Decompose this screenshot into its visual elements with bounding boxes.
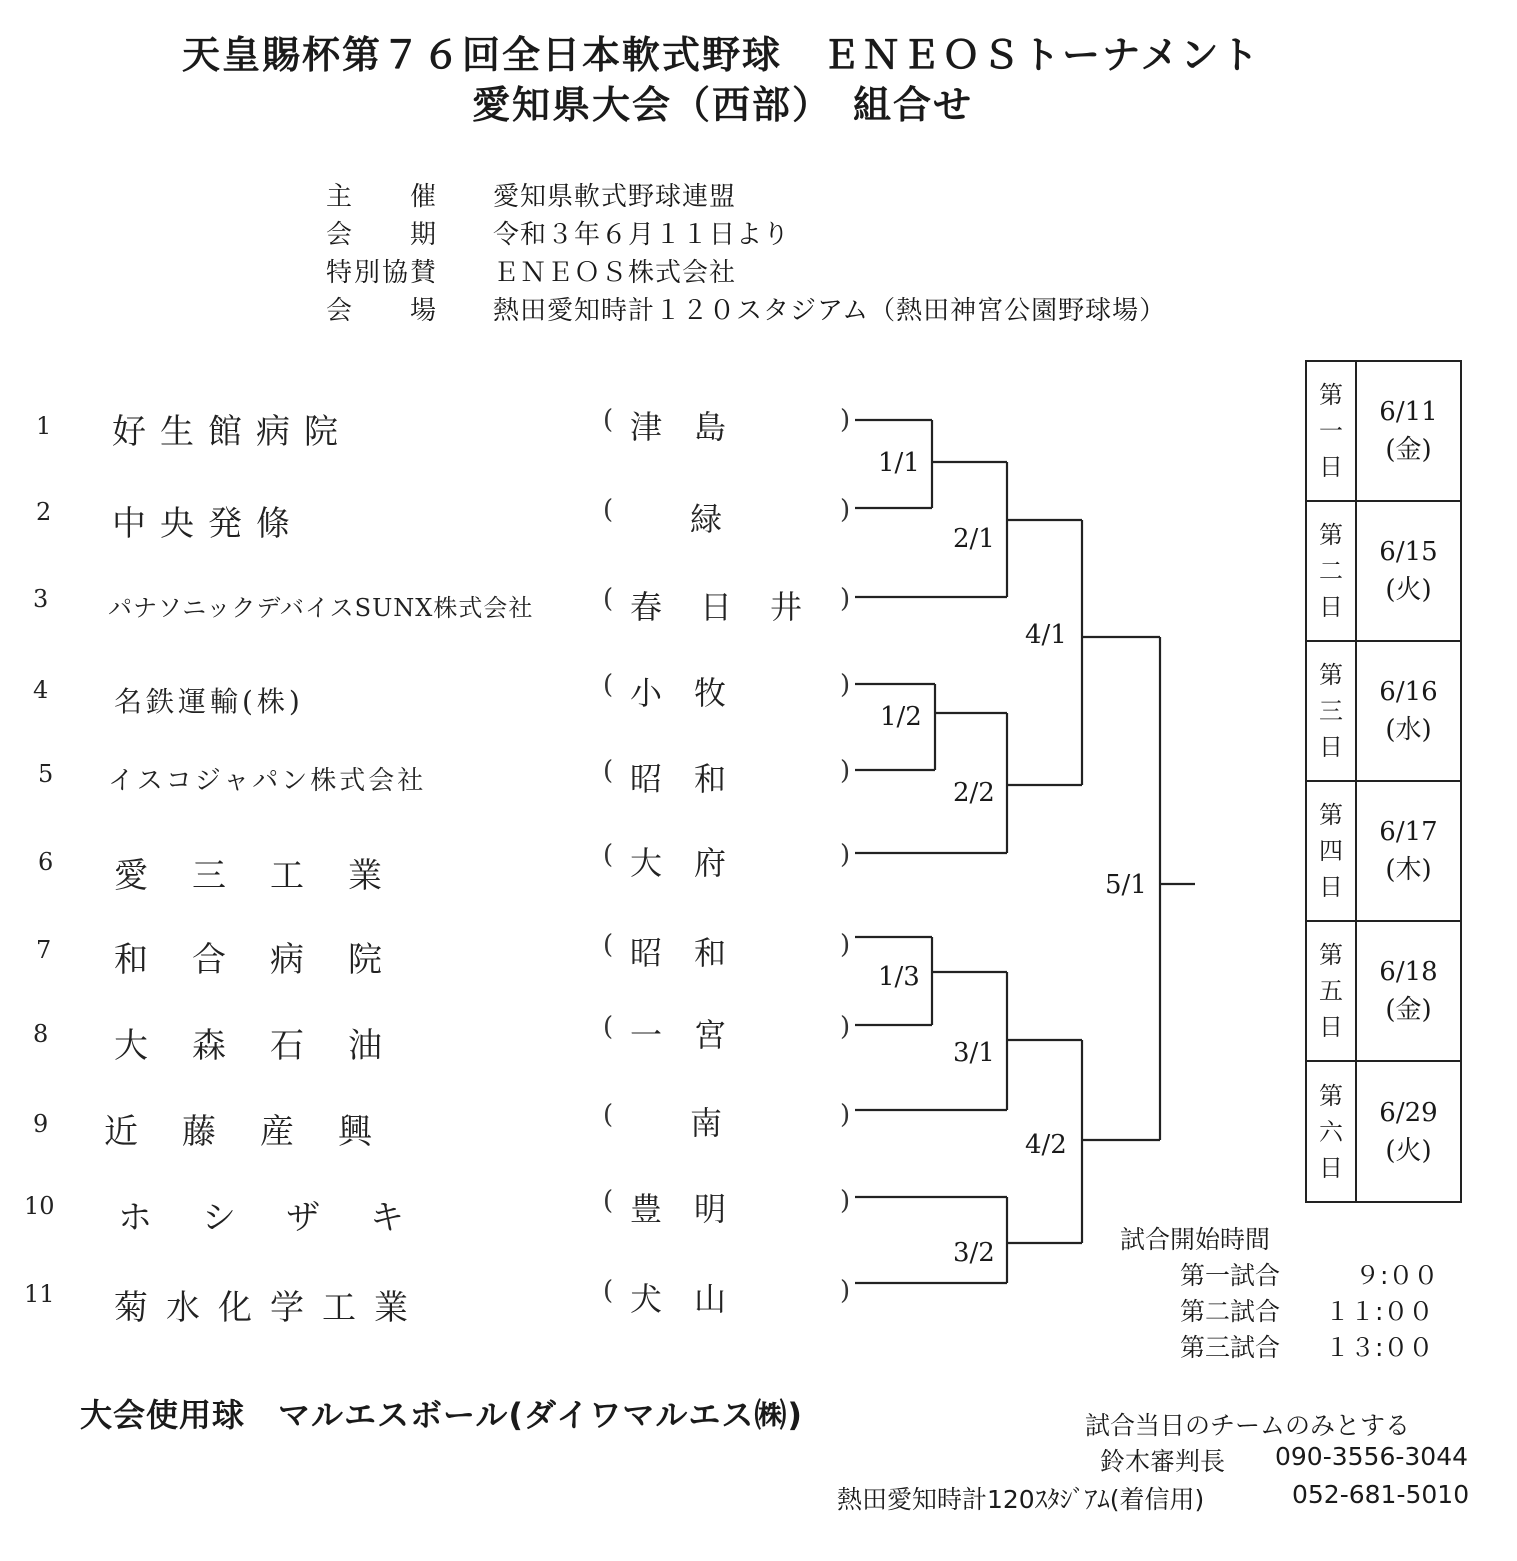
team-number: 1 bbox=[36, 412, 52, 440]
period-value: 令和３年６月１１日より bbox=[493, 220, 791, 250]
page-title-line2: 愛知県大会（西部） 組合せ bbox=[472, 83, 974, 127]
team-number: 9 bbox=[33, 1110, 49, 1138]
schedule-row bbox=[1307, 502, 1460, 642]
paren-open: ( bbox=[603, 405, 614, 435]
schedule-day: 第 四 日 bbox=[1307, 782, 1357, 920]
team-number: 8 bbox=[33, 1020, 49, 1048]
start-time-value: １３:００ bbox=[1325, 1333, 1434, 1362]
period-label: 会 期 bbox=[326, 220, 439, 250]
judge-label: 鈴木審判長 bbox=[1100, 1447, 1226, 1476]
paren-close: ) bbox=[840, 930, 851, 960]
team-region: 緑 bbox=[690, 500, 723, 538]
team-region: 津 島 bbox=[630, 408, 727, 446]
team-name: 名鉄運輸(株) bbox=[114, 685, 304, 718]
start-time-value: １１:００ bbox=[1325, 1297, 1434, 1326]
paren-close: ) bbox=[840, 495, 851, 525]
paren-close: ) bbox=[840, 1012, 851, 1042]
schedule-date: 6/29 (火) bbox=[1379, 1097, 1438, 1166]
start-time-label: 第三試合 bbox=[1180, 1333, 1281, 1362]
team-number: 2 bbox=[36, 498, 52, 526]
team-number: 7 bbox=[36, 936, 52, 964]
game-label: 3/2 bbox=[953, 1238, 995, 1268]
team-number: 3 bbox=[33, 585, 49, 613]
schedule-date: 6/11 (金) bbox=[1379, 397, 1438, 465]
team-number: 4 bbox=[33, 676, 49, 704]
team-number: 5 bbox=[38, 760, 54, 788]
venue-label: 会 場 bbox=[326, 296, 439, 326]
game-label: 5/1 bbox=[1105, 870, 1147, 900]
team-region: 一 宮 bbox=[630, 1016, 727, 1054]
paren-close: ) bbox=[840, 1100, 851, 1130]
schedule-row bbox=[1307, 362, 1460, 502]
game-label: 4/1 bbox=[1025, 620, 1067, 650]
team-region: 春日井 bbox=[630, 588, 841, 626]
schedule-row bbox=[1307, 922, 1460, 1062]
official-ball: 大会使用球 マルエスボール(ダイワマルエス㈱) bbox=[80, 1396, 803, 1434]
schedule-day: 第 二 日 bbox=[1307, 502, 1357, 640]
paren-open: ( bbox=[603, 670, 614, 700]
start-time-label: 第二試合 bbox=[1180, 1297, 1281, 1326]
schedule-date: 6/16 (水) bbox=[1379, 677, 1438, 745]
team-name: 菊水化学工業 bbox=[114, 1288, 426, 1328]
paren-close: ) bbox=[840, 584, 851, 614]
team-name: イスコジャパン株式会社 bbox=[108, 766, 427, 796]
team-name: 好生館病院 bbox=[112, 412, 352, 452]
team-name: 和合病院 bbox=[114, 940, 426, 980]
game-label: 1/1 bbox=[878, 448, 920, 478]
team-region: 豊 明 bbox=[630, 1190, 727, 1228]
schedule-row bbox=[1307, 1062, 1460, 1201]
team-number: 11 bbox=[24, 1280, 55, 1308]
team-region: 犬 山 bbox=[630, 1280, 727, 1318]
judge-phone: 090-3556-3044 bbox=[1275, 1442, 1469, 1471]
team-name: 愛三工業 bbox=[114, 856, 426, 896]
game-label: 1/2 bbox=[880, 702, 922, 732]
team-region: 南 bbox=[690, 1104, 723, 1142]
sponsor-value: ＥＮＥＯＳ株式会社 bbox=[493, 258, 737, 288]
paren-open: ( bbox=[603, 1012, 614, 1042]
venue-value: 熱田愛知時計１２０スタジアム（熱田神宮公園野球場） bbox=[493, 296, 1167, 326]
organizer-label: 主 催 bbox=[326, 182, 439, 212]
start-time-value: ９:００ bbox=[1355, 1261, 1439, 1290]
organizer-value: 愛知県軟式野球連盟 bbox=[493, 182, 737, 212]
paren-close: ) bbox=[840, 405, 851, 435]
paren-open: ( bbox=[603, 495, 614, 525]
page-title-line1: 天皇賜杯第７６回全日本軟式野球 ＥＮＥＯＳトーナメント bbox=[182, 33, 1261, 77]
schedule-day: 第 一 日 bbox=[1307, 362, 1357, 500]
paren-open: ( bbox=[603, 1276, 614, 1306]
team-region: 小 牧 bbox=[630, 674, 727, 712]
schedule-row bbox=[1307, 642, 1460, 782]
game-label: 3/1 bbox=[953, 1038, 995, 1068]
team-name: 中央発條 bbox=[112, 504, 304, 544]
game-label: 2/1 bbox=[953, 524, 995, 554]
schedule-date: 6/15 (火) bbox=[1379, 537, 1438, 605]
paren-open: ( bbox=[603, 840, 614, 870]
paren-open: ( bbox=[603, 930, 614, 960]
paren-close: ) bbox=[840, 1186, 851, 1216]
paren-close: ) bbox=[840, 756, 851, 786]
team-region: 大 府 bbox=[630, 844, 727, 882]
schedule-day: 第 五 日 bbox=[1307, 922, 1357, 1060]
schedule-date: 6/17 (木) bbox=[1379, 817, 1438, 885]
team-name: ホシザキ bbox=[118, 1198, 454, 1238]
paren-close: ) bbox=[840, 670, 851, 700]
team-number: 10 bbox=[24, 1192, 55, 1220]
schedule-table bbox=[1305, 360, 1462, 1203]
team-region: 昭 和 bbox=[630, 760, 727, 798]
stadium-phone: 052-681-5010 bbox=[1292, 1480, 1470, 1509]
schedule-day: 第 三 日 bbox=[1307, 642, 1357, 780]
team-name: パナソニックデバイスSUNX株式会社 bbox=[108, 594, 534, 622]
footer-note: 試合当日のチームのみとする bbox=[1085, 1411, 1411, 1440]
paren-close: ) bbox=[840, 1276, 851, 1306]
paren-close: ) bbox=[840, 840, 851, 870]
start-times-heading: 試合開始時間 bbox=[1120, 1225, 1271, 1254]
start-time-label: 第一試合 bbox=[1180, 1261, 1281, 1290]
game-label: 1/3 bbox=[878, 962, 920, 992]
team-number: 6 bbox=[38, 848, 54, 876]
paren-open: ( bbox=[603, 756, 614, 786]
schedule-day: 第 六 日 bbox=[1307, 1062, 1357, 1201]
team-name: 近藤産興 bbox=[104, 1112, 416, 1152]
paren-open: ( bbox=[603, 584, 614, 614]
schedule-row bbox=[1307, 782, 1460, 922]
schedule-date: 6/18 (金) bbox=[1379, 957, 1438, 1025]
stadium-label: 熱田愛知時計120ｽﾀｼﾞｱﾑ(着信用) bbox=[837, 1485, 1205, 1514]
team-region: 昭 和 bbox=[630, 934, 727, 972]
team-name: 大森石油 bbox=[114, 1026, 426, 1066]
paren-open: ( bbox=[603, 1186, 614, 1216]
sponsor-label: 特別協賛 bbox=[326, 258, 439, 288]
paren-open: ( bbox=[603, 1100, 614, 1130]
game-label: 4/2 bbox=[1025, 1130, 1067, 1160]
game-label: 2/2 bbox=[953, 778, 995, 808]
